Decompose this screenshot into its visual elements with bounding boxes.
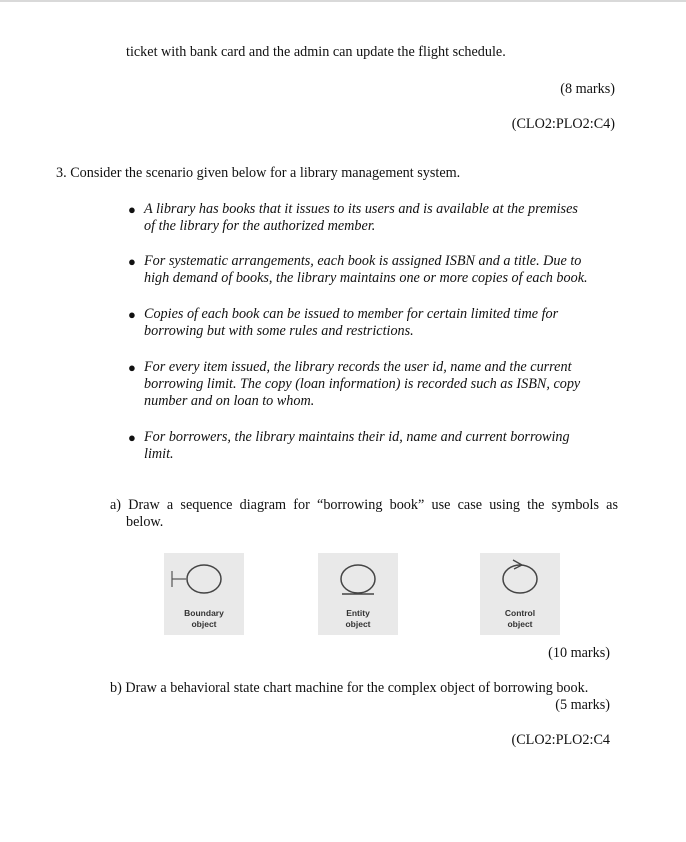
bullet-icon: ● xyxy=(128,254,136,269)
bullet-line: number and on loan to whom. xyxy=(144,393,315,409)
bullet-line: For borrowers, the library maintains their id, name and current borrowing xyxy=(144,429,570,445)
symbol-label-line: object xyxy=(191,619,217,629)
symbol-label-line: object xyxy=(507,619,533,629)
bullet-line: borrowing but with some rules and restrictions. xyxy=(144,323,414,339)
symbol-label-line: object xyxy=(345,619,371,629)
question-3-intro: 3. Consider the scenario given below for a library management system. xyxy=(56,165,461,181)
bullet-icon: ● xyxy=(128,360,136,375)
boundary-label xyxy=(164,608,244,630)
bullet-icon: ● xyxy=(128,430,136,445)
list-item xyxy=(128,201,620,235)
part-a-marks: (10 marks) xyxy=(548,645,610,661)
symbol-label-line: Control xyxy=(504,608,536,618)
boundary-object-icon xyxy=(164,553,244,605)
bullet-line: of the library for the authorized member. xyxy=(144,218,376,234)
part-b-marks: (5 marks) xyxy=(555,697,610,713)
part-a-question: a) Draw a sequence diagram for “borrowing book” use case using the symbols as xyxy=(110,497,618,513)
part-b-question: b) Draw a behavioral state chart machine for the complex object of borrowing book. xyxy=(110,680,589,696)
continued-question-line: ticket with bank card and the admin can update the flight schedule. xyxy=(126,44,506,60)
control-label xyxy=(480,608,560,630)
symbol-label-line: Boundary xyxy=(184,608,224,618)
bullet-icon: ● xyxy=(128,202,136,217)
bullet-line: Copies of each book can be issued to member for certain limited time for xyxy=(144,306,559,322)
entity-label xyxy=(318,608,398,630)
list-item xyxy=(128,429,620,463)
previous-clo: (CLO2:PLO2:C4) xyxy=(511,116,615,132)
question-3-clo: (CLO2:PLO2:C4 xyxy=(511,732,610,748)
entity-object-icon xyxy=(318,553,398,605)
list-item xyxy=(128,306,620,340)
part-a-question-cont: below. xyxy=(126,514,164,530)
bullet-line: borrowing limit. The copy (loan information) is recorded such as ISBN, copy xyxy=(144,376,581,392)
bullet-line: For every item issued, the library records the user id, name and the current xyxy=(144,359,572,375)
bullet-line: A library has books that it issues to its users and is available at the premises xyxy=(144,201,578,217)
previous-marks: (8 marks) xyxy=(560,81,615,97)
list-item xyxy=(128,253,620,287)
page-top-edge xyxy=(0,0,686,2)
bullet-icon: ● xyxy=(128,307,136,322)
control-object-icon xyxy=(480,553,560,605)
list-item xyxy=(128,359,620,410)
symbol-label-line: Entity xyxy=(346,608,370,618)
bullet-line: For systematic arrangements, each book is assigned ISBN and a title. Due to xyxy=(144,253,582,269)
bullet-line: limit. xyxy=(144,446,174,462)
bullet-line: high demand of books, the library maintains one or more copies of each book. xyxy=(144,270,588,286)
